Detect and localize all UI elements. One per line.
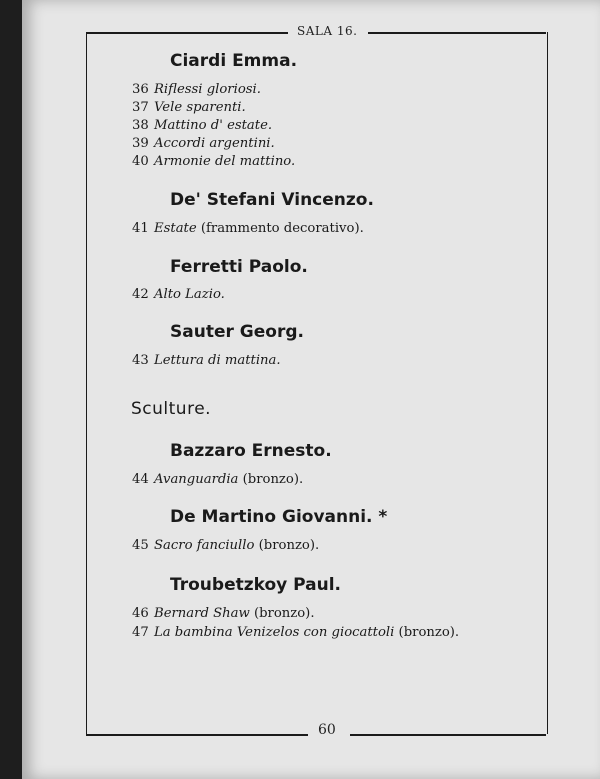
top-rule-left — [86, 32, 288, 34]
catalog-item: 47 La bambina Venizelos con giocattoli (bronzo). — [132, 625, 460, 640]
author-heading: Sauter Georg. — [170, 322, 304, 342]
catalog-item: 38 Mattino d' estate. — [132, 118, 273, 133]
author-heading: De Martino Giovanni. * — [170, 507, 388, 527]
catalog-item: 40 Armonie del mattino. — [132, 154, 296, 169]
author-heading: Troubetzkoy Paul. — [170, 575, 342, 595]
catalog-item: 46 Bernard Shaw (bronzo). — [132, 606, 315, 621]
catalog-item: 45 Sacro fanciullo (bronzo). — [132, 538, 320, 553]
bottom-rule-right — [350, 734, 546, 736]
section-heading-sculture: Sculture. — [131, 399, 212, 419]
top-rule-right — [368, 32, 546, 34]
catalog-item: 41 Estate (frammento decorativo). — [132, 221, 364, 236]
author-heading: Bazzaro Ernesto. — [170, 441, 332, 461]
author-heading: Ferretti Paolo. — [170, 257, 308, 277]
catalog-item: 37 Vele sparenti. — [132, 100, 246, 115]
catalog-item: 43 Lettura di mattina. — [132, 353, 281, 368]
room-header: SALA 16. — [297, 24, 358, 38]
author-heading: De' Stefani Vincenzo. — [170, 190, 374, 210]
catalog-item: 36 Riflessi gloriosi. — [132, 82, 261, 97]
catalog-item: 39 Accordi argentini. — [132, 136, 275, 151]
author-heading: Ciardi Emma. — [170, 51, 298, 71]
page-number: 60 — [318, 722, 336, 738]
catalog-item: 44 Avanguardia (bronzo). — [132, 472, 304, 487]
bottom-rule-left — [86, 734, 308, 736]
catalog-item: 42 Alto Lazio. — [132, 287, 225, 302]
